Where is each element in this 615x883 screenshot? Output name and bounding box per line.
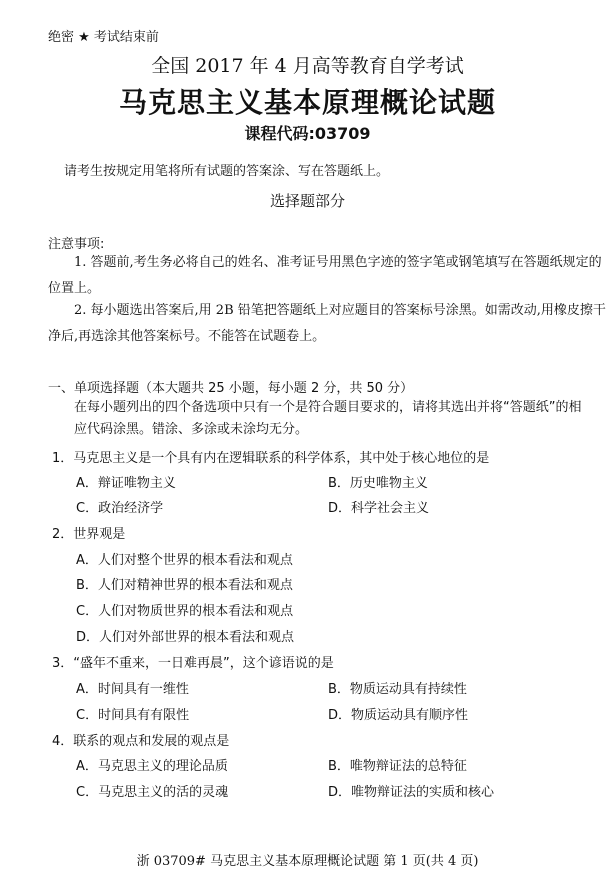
option-d: D．人们对外部世界的根本看法和观点: [76, 630, 295, 645]
option-b: B．唯物辩证法的总特征: [328, 759, 467, 774]
option-d: D．唯物辩证法的实质和核心: [328, 785, 495, 800]
course-code: 课程代码:03709: [244, 124, 371, 143]
confidential-label: 绝密 ★ 考试结束前: [48, 30, 159, 45]
notes-title: 注意事项:: [48, 237, 105, 252]
question-stem: 3．“盛年不重来，一日难再晨”，这个谚语说的是: [52, 656, 334, 671]
option-c: C．时间具有有限性: [76, 708, 190, 723]
option-c: C．政治经济学: [76, 501, 164, 516]
section-heading: 一、单项选择题（本大题共 25 小题，每小题 2 分，共 50 分）: [48, 381, 414, 396]
part-title: 选择题部分: [269, 192, 345, 210]
option-a: A．辩证唯物主义: [76, 476, 176, 491]
section-description: 在每小题列出的四个备选项中只有一个是符合题目要求的，请将其选出并将“答题纸”的相应代码涂黑。错涂、多涂或未涂均无分。: [74, 400, 582, 437]
option-c: C．马克思主义的活的灵魂: [76, 785, 229, 800]
exam-name: 全国 2017 年 4 月高等教育自学考试: [151, 55, 464, 77]
option-a: A．马克思主义的理论品质: [76, 759, 228, 774]
option-d: D．物质运动具有顺序性: [328, 708, 469, 723]
option-b: B．物质运动具有持续性: [328, 682, 467, 697]
option-b: B．历史唯物主义: [328, 476, 428, 491]
question-stem: 4．联系的观点和发展的观点是: [52, 734, 230, 749]
option-b: B．人们对精神世界的根本看法和观点: [76, 578, 293, 593]
note-item: 2. 每小题选出答案后,用 2B 铅笔把答题纸上对应题目的答案标号涂黑。如需改动,用橡皮擦干净后,再选涂其他答案标号。不能答在试题卷上。: [48, 303, 606, 344]
option-c: C．人们对物质世界的根本看法和观点: [76, 604, 294, 619]
question-stem: 1．马克思主义是一个具有内在逻辑联系的科学体系，其中处于核心地位的是: [52, 451, 490, 466]
answer-instruction: 请考生按规定用笔将所有试题的答案涂、写在答题纸上。: [64, 164, 390, 179]
question-stem: 2．世界观是: [52, 527, 126, 542]
option-d: D．科学社会主义: [328, 501, 430, 516]
note-item: 1. 答题前,考生务必将自己的姓名、准考证号用黑色字迹的签字笔或钢笔填写在答题纸规定的位置上。: [48, 255, 602, 296]
option-a: A．时间具有一维性: [76, 682, 189, 697]
option-a: A．人们对整个世界的根本看法和观点: [76, 553, 293, 568]
paper-title: 马克思主义基本原理概论试题: [118, 86, 496, 119]
page-footer: 浙 03709# 马克思主义基本原理概论试题 第 1 页(共 4 页): [136, 854, 479, 869]
